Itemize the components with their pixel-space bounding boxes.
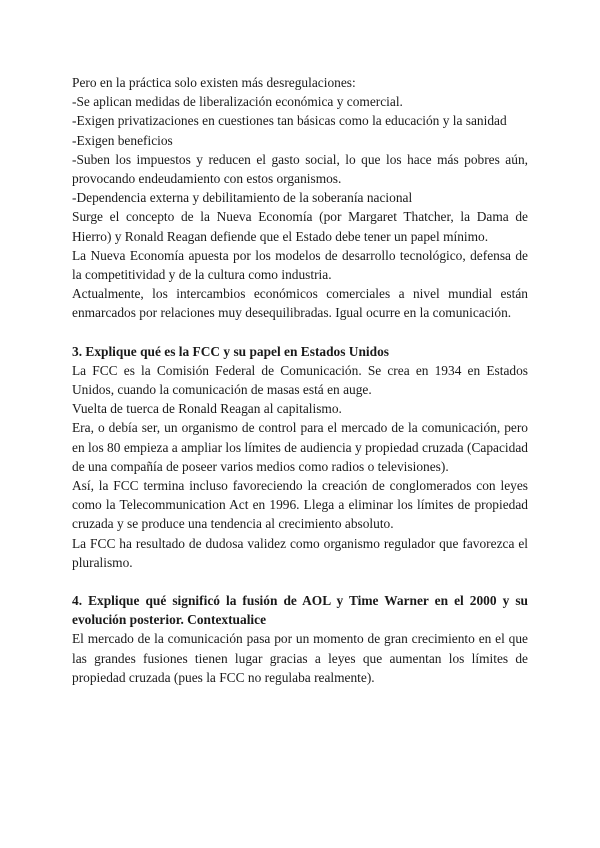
intro-line: -Suben los impuestos y reducen el gasto social, lo que los hace más pobres aún, provocando endeudamiento con estos organismos.	[72, 151, 528, 187]
section-4	[72, 591, 528, 687]
section-paragraph: Así, la FCC termina incluso favoreciendo la creación de conglomerados con leyes como la Telecommunication Act en 1996. Llega a eliminar los límites de propiedad cruzada y se produce una tendencia al crecimiento absoluto.	[72, 478, 528, 532]
paragraph-gap	[72, 572, 528, 591]
intro-section	[72, 73, 528, 323]
intro-paragraph: La Nueva Economía apuesta por los modelos de desarrollo tecnológico, defensa de la competitividad y de la cultura como industria.	[72, 247, 528, 283]
intro-line: -Exigen privatizaciones en cuestiones tan básicas como la educación y la sanidad	[72, 113, 507, 129]
section-heading: 3. Explique qué es la FCC y su papel en Estados Unidos	[72, 343, 389, 359]
intro-line: Pero en la práctica solo existen más desregulaciones:	[72, 75, 356, 90]
intro-line: -Dependencia externa y debilitamiento de la soberanía nacional	[72, 190, 413, 206]
intro-paragraph: Surge el concepto de la Nueva Economía (por Margaret Thatcher, la Dama de Hierro) y Ronald Reagan defiende que el Estado debe tener un papel mínimo.	[72, 209, 528, 244]
section-paragraph: La FCC es la Comisión Federal de Comunicación. Se crea en 1934 en Estados Unidos, cuando la comunicación de masas está en auge.	[72, 362, 528, 398]
document-page	[72, 73, 528, 687]
section-paragraph: La FCC ha resultado de dudosa validez como organismo regulador que favorezca el pluralismo.	[72, 535, 528, 570]
section-paragraph: El mercado de la comunicación pasa por un momento de gran crecimiento en el que las grandes fusiones tienen lugar gracias a leyes que aumentan los límites de propiedad cruzada (pues la FCC no regulaba realmente).	[72, 631, 528, 685]
section-paragraph: Era, o debía ser, un organismo de control para el mercado de la comunicación, pero en los 80 empieza a ampliar los límites de audiencia y propiedad cruzada (Capacidad de una compañía de poseer varios medios como radios o televisiones).	[72, 420, 528, 474]
section-heading: 4. Explique qué significó la fusión de AOL y Time Warner en el 2000 y su evolución posterior. Contextualice	[72, 593, 528, 628]
section-3	[72, 342, 528, 572]
paragraph-gap	[72, 323, 528, 342]
intro-line: -Se aplican medidas de liberalización económica y comercial.	[72, 94, 403, 110]
section-paragraph: Vuelta de tuerca de Ronald Reagan al capitalismo.	[72, 401, 342, 417]
intro-paragraph: Actualmente, los intercambios económicos comerciales a nivel mundial están enmarcados por relaciones muy desequilibradas. Igual ocurre en la comunicación.	[72, 286, 528, 321]
intro-line: -Exigen beneficios	[72, 132, 173, 148]
